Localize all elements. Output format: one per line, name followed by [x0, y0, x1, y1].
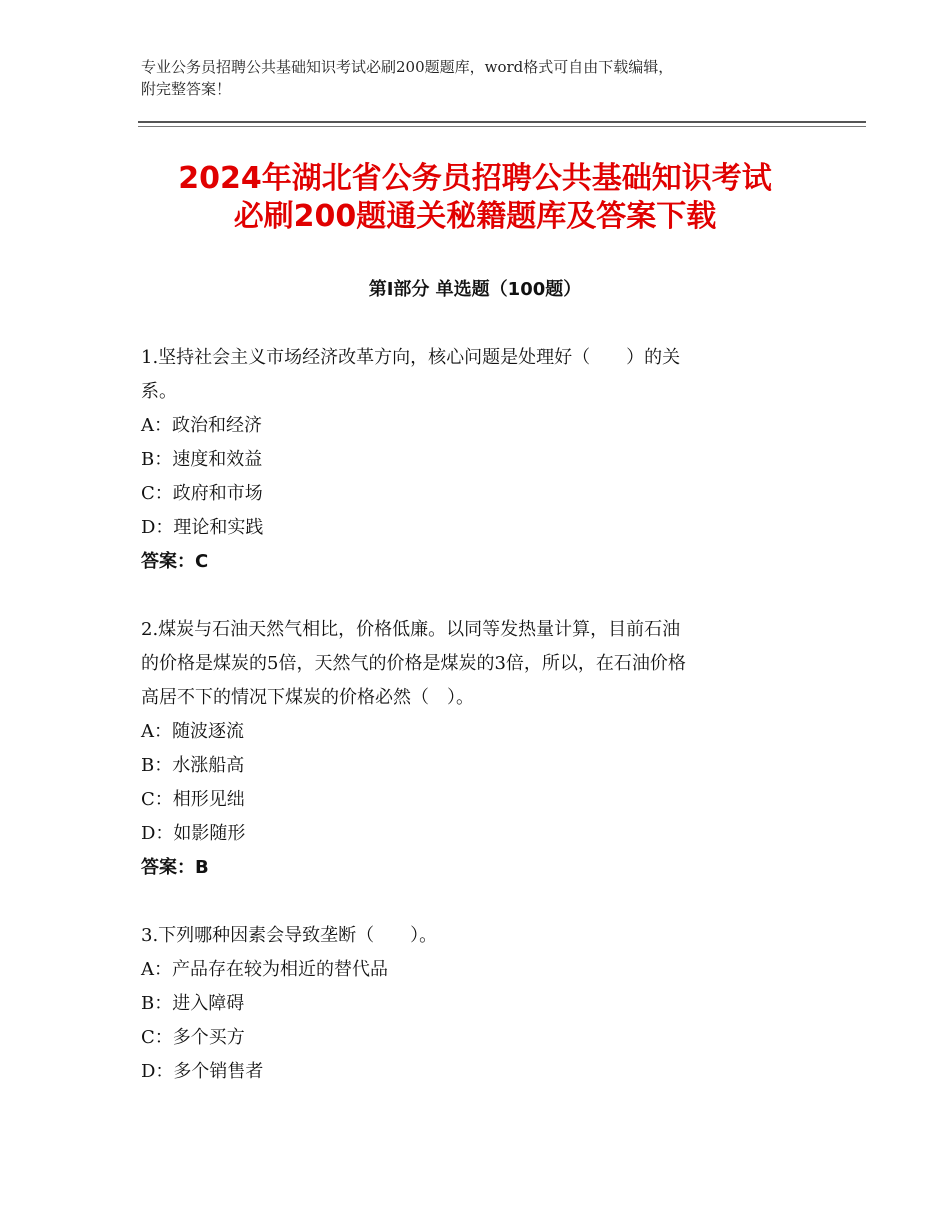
option-c: C：政府和市场: [141, 483, 263, 504]
header-divider-thin: [138, 126, 866, 127]
header-divider-thick: [138, 121, 866, 123]
document-title: [100, 160, 850, 236]
question-list: [141, 341, 821, 1089]
option-b: B：水涨船高: [141, 755, 245, 776]
option-d: D：如影随形: [141, 823, 246, 844]
question-2: [141, 613, 821, 885]
question-3: [141, 919, 821, 1089]
answer-label: 答案：C: [141, 551, 209, 572]
question-spacer: [141, 885, 821, 919]
header-note: [141, 56, 821, 100]
option-d: D：理论和实践: [141, 517, 264, 538]
question-1: [141, 341, 821, 579]
title-line-2: 必刷200题通关秘籍题库及答案下载: [233, 199, 717, 234]
title-line-1: 2024年湖北省公务员招聘公共基础知识考试: [178, 161, 772, 196]
option-a: A：随波逐流: [141, 721, 244, 742]
answer-label: 答案：B: [141, 857, 209, 878]
question-stem-line: 3.下列哪种因素会导致垄断（ ）。: [141, 925, 438, 946]
question-stem-line: 2.煤炭与石油天然气相比，价格低廉。以同等发热量计算，目前石油: [141, 619, 681, 640]
option-b: B：速度和效益: [141, 449, 263, 470]
question-stem-line: 高居不下的情况下煤炭的价格必然（ ）。: [141, 687, 474, 708]
option-c: C：多个买方: [141, 1027, 245, 1048]
header-note-line-2: 附完整答案！: [141, 80, 232, 98]
option-c: C：相形见绌: [141, 789, 245, 810]
header-note-line-1: 专业公务员招聘公共基础知识考试必刷200题题库，word格式可自由下载编辑，: [141, 58, 674, 76]
option-a: A：产品存在较为相近的替代品: [141, 959, 388, 980]
question-stem-line: 1.坚持社会主义市场经济改革方向，核心问题是处理好（ ）的关: [141, 347, 681, 368]
section-heading: 第Ⅰ部分 单选题（100题）: [368, 279, 582, 300]
option-d: D：多个销售者: [141, 1061, 264, 1082]
option-a: A：政治和经济: [141, 415, 262, 436]
question-spacer: [141, 579, 821, 613]
question-stem-line: 系。: [141, 381, 177, 402]
option-b: B：进入障碍: [141, 993, 245, 1014]
question-stem-line: 的价格是煤炭的5倍，天然气的价格是煤炭的3倍，所以，在石油价格: [141, 653, 686, 674]
